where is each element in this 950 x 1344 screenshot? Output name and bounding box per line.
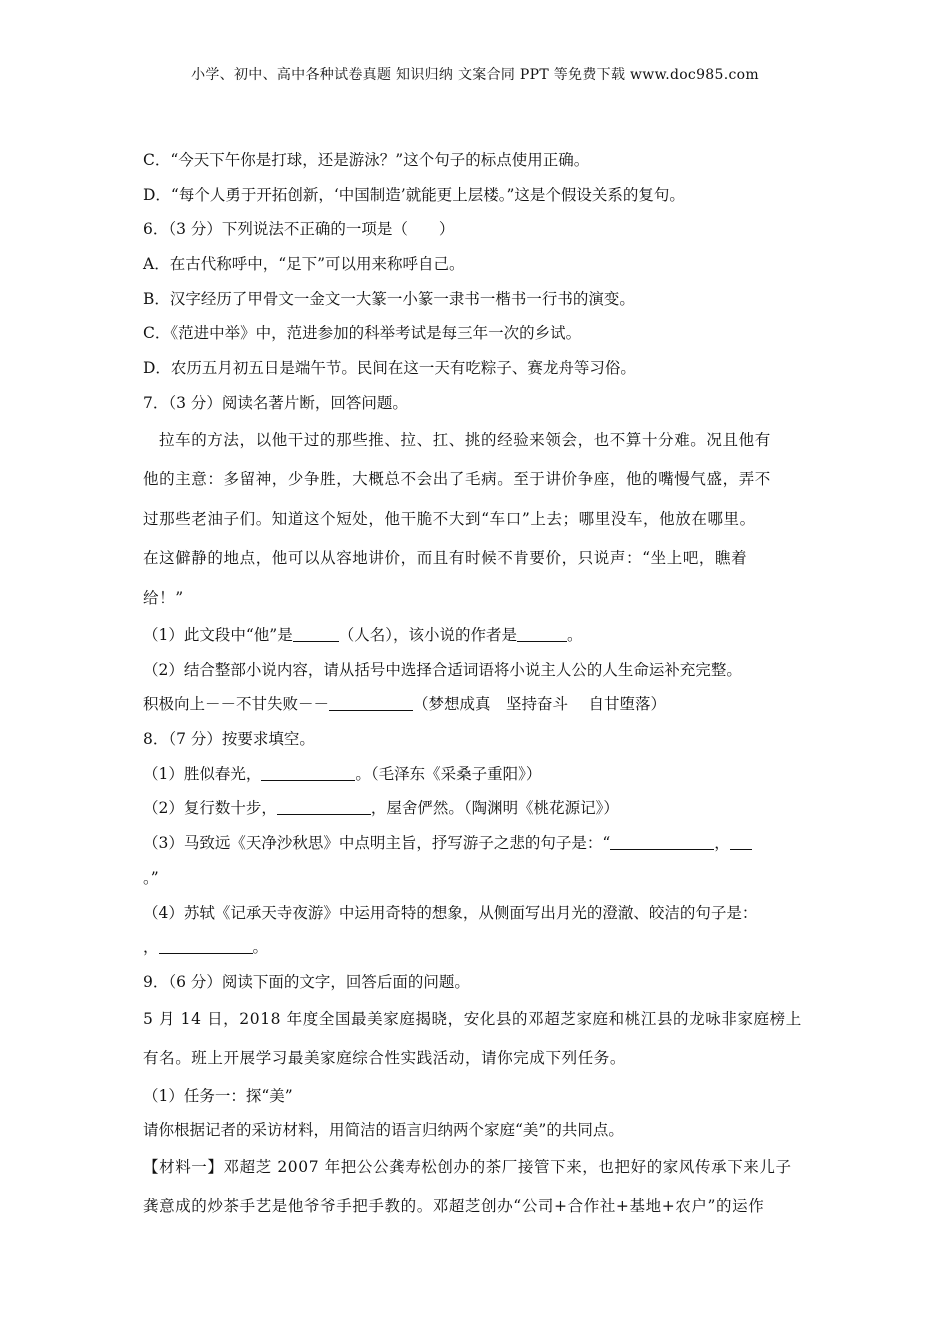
q6-option-d: D．农历五月初五日是端午节。民间在这一天有吃粽子、赛龙舟等习俗。 [143, 359, 636, 378]
q9-material-1: 【材料一】邓超芝 2007 年把公公龚寿松创办的茶厂接管下来，也把好的家风传承下来儿子 [143, 1157, 792, 1176]
q9-material-1: 龚意成的炒茶手艺是他爷爷手把手教的。邓超芝创办“公司+合作社+基地+农户”的运作 [143, 1197, 765, 1216]
q9-intro: 5 月 14 日，2018 年度全国最美家庭揭晓，安化县的邓超芝家庭和桃江县的龙咏非家庭榜上 [143, 1009, 802, 1028]
q7-stem: 7．（3 分）阅读名著片断，回答问题。 [143, 393, 408, 412]
q8-sub2-text: ，屋舍俨然。（陶渊明《桃花源记》） [370, 799, 619, 818]
answer-blank[interactable] [159, 938, 253, 954]
q8-sub2 [143, 791, 811, 826]
page-header: 小学、初中、高中各种试卷真题 知识归纳 文案合同 PPT 等免费下载 www.doc985.com [191, 67, 759, 83]
q8-sub3 [143, 826, 811, 861]
q7-sub2-options: （梦想成真 坚持奋斗 自甘堕落） [413, 695, 666, 714]
exam-content [143, 143, 811, 1227]
answer-blank[interactable] [610, 834, 714, 850]
q6-option-a: A．在古代称呼中，“足下”可以用来称呼自己。 [143, 255, 465, 274]
q9-stem: 9．（6 分）阅读下面的文字，回答后面的问题。 [143, 972, 470, 991]
q7-sub2: （2）结合整部小说内容，请从括号中选择合适词语将小说主人公的人生命运补充完整。 [143, 660, 742, 679]
q8-sub1 [143, 757, 811, 792]
q7-sub1-text: （1）此文段中“他”是 [143, 626, 293, 644]
q8-sub3-cont: 。” [143, 868, 159, 887]
q8-sub1-text: 。（毛泽东《采桑子重阳》） [355, 764, 542, 783]
q7-passage-line: 他的主意：多留神，少争胜，大概总不会出了毛病。至于讲价争座，他的嘴慢气盛，弄不 [143, 470, 771, 488]
q6-stem: 6．（3 分）下列说法不正确的一项是（ ） [143, 220, 455, 239]
q7-sub1-text: 。 [566, 626, 583, 644]
q9-intro: 有名。班上开展学习最美家庭综合性实践活动，请你完成下列任务。 [143, 1049, 627, 1068]
q7-passage-line: 过那些老油子们。知道这个短处，他干脆不大到“车口”上去；哪里没车，他放在哪里。 [143, 509, 756, 528]
q8-sub4: （4）苏轼《记承天寺夜游》中运用奇特的想象，从侧面写出月光的澄澈、皎洁的句子是： [143, 903, 758, 922]
q8-stem: 8．（7 分）按要求填空。 [143, 730, 315, 749]
q9-task1: （1）任务一：探“美” [143, 1086, 293, 1105]
q8-sub3-text: ， [714, 834, 730, 853]
q9-task1-desc: 请你根据记者的采访材料，用简洁的语言归纳两个家庭“美”的共同点。 [143, 1121, 624, 1140]
answer-blank[interactable] [329, 695, 413, 711]
q6-option-b: B．汉字经历了甲骨文一金文一大篆一小篆一隶书一楷书一行书的演变。 [143, 289, 635, 308]
q5-option-d: D．“每个人勇于开拓创新，‘中国制造’就能更上层楼。”这是个假设关系的复句。 [143, 185, 685, 204]
q8-sub4-cont [143, 930, 811, 965]
answer-blank[interactable] [293, 626, 339, 642]
q7-passage-line: 拉车的方法，以他干过的那些推、拉、扛、挑的经验来领会，也不算十分难。况且他有 [159, 430, 771, 449]
q8-sub4-text: 。 [252, 938, 269, 957]
q8-sub1-text: （1）胜似春光， [143, 764, 262, 783]
answer-blank[interactable] [261, 765, 355, 781]
answer-blank[interactable] [277, 799, 371, 815]
q8-sub2-text: （2）复行数十步， [143, 799, 277, 818]
q7-sub2-text: 积极向上－－不甘失败－－ [143, 695, 330, 714]
q7-passage-line: 给！” [143, 588, 184, 607]
q7-passage-line: 在这僻静的地点，他可以从容地讲价，而且有时候不肯要价，只说声：“坐上吧，瞧着 [143, 549, 748, 567]
q7-sub1-text: （人名），该小说的作者是 [338, 626, 517, 644]
q6-option-c: C．《范进中举》中，范进参加的科举考试是每三年一次的乡试。 [143, 324, 582, 343]
q7-sub2-line [143, 687, 811, 722]
q8-sub3-text: （3）马致远《天净沙秋思》中点明主旨，抒写游子之悲的句子是：“ [143, 834, 611, 853]
q8-sub4-text: ， [143, 938, 159, 957]
q7-sub1 [143, 618, 811, 653]
answer-blank[interactable] [730, 834, 752, 850]
answer-blank[interactable] [517, 626, 567, 642]
q5-option-c: C．“今天下午你是打球，还是游泳？”这个句子的标点使用正确。 [143, 151, 590, 169]
